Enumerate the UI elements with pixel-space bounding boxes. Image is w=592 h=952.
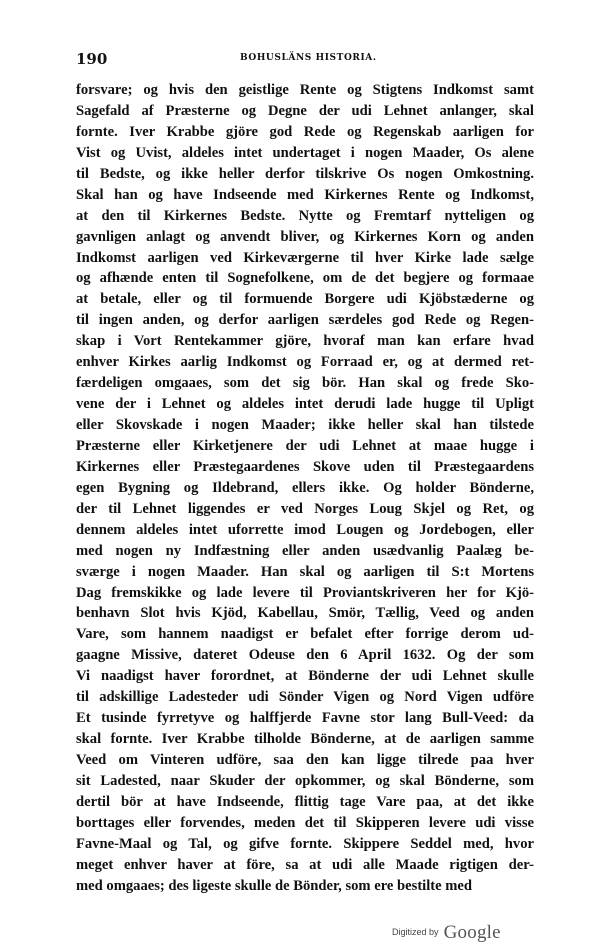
text-line: borttages eller forvendes, meden det til Skipperen levere udi visse bbox=[76, 814, 534, 831]
text-line: Dag fremskikke og lade levere til Proviantskriveren her for Kjö- bbox=[76, 584, 534, 601]
text-line: eller Skovskade i nogen Maader; ikke heller skal han tilstede bbox=[76, 417, 534, 433]
text-line: til adskillige Ladesteder udi Sönder Vigen og Nord Vigen udföre bbox=[76, 689, 534, 706]
text-line: færdeligen omgaaes, som det sig bör. Han skal og frede Sko- bbox=[76, 375, 534, 392]
text-line: med nogen ny Indfæstning eller anden usædvanlig Paalæg be- bbox=[76, 542, 534, 559]
text-line: Skal han og have Indseende med Kirkernes Rente og Indkomst, bbox=[76, 186, 534, 203]
digitized-by-google-watermark bbox=[392, 922, 501, 946]
text-line: og afhænde enten til Sognefolkene, om de det begjere og formaae bbox=[76, 270, 534, 287]
text-line: Veed om Vinteren udföre, saa den kan ligge tilrede paa hver bbox=[76, 752, 534, 768]
text-line: sværge i nogen Maader. Han skal og aarligen til S:t Mortens bbox=[76, 563, 534, 580]
text-line: meget enhver haver at före, sa at udi alle Maade rigtigen der- bbox=[76, 856, 534, 873]
text-line: Kirkernes eller Præstegaardenes Skove uden til Præstegaardens bbox=[76, 458, 534, 475]
text-line: der til Lehnet liggendes er ved Norges Loug Skjel og Ret, og bbox=[76, 500, 534, 517]
text-line: enhver Kirkes aarlig Indkomst og Forraad er, og at dermed ret- bbox=[76, 354, 534, 371]
text-line: dennem aldeles intet uforrette imod Lougen og Jordebogen, eller bbox=[76, 521, 534, 538]
text-line: skal fornte. Iver Krabbe tilholde Bönderne, at de aarligen samme bbox=[76, 731, 534, 748]
text-line: at betale, eller og til formuende Borgere udi Kjöbstæderne og bbox=[76, 291, 534, 308]
text-line: gavnligen anlagt og anvendt bliver, og Kirkernes Korn og anden bbox=[76, 228, 534, 245]
google-logo: Google bbox=[443, 922, 501, 943]
text-line: Et tusinde fyrretyve og halffjerde Favne stor lang Bull-Veed: da bbox=[76, 710, 534, 727]
text-line: til ingen anden, og derfor aarligen særdeles god Rede og Regen- bbox=[76, 312, 534, 329]
text-line: Vi naadigst haver forordnet, at Bönderne der udi Lehnet skulle bbox=[76, 668, 534, 685]
running-title: BOHUSLÄNS HISTORIA. bbox=[240, 53, 377, 63]
text-line: egen Bygning og Ildebrand, ellers ikke. Og holder Bönderne, bbox=[76, 479, 534, 496]
text-line: sit Ladested, naar Skuder der opkommer, og skal Bönderne, som bbox=[76, 772, 534, 789]
watermark-prefix: Digitized by bbox=[392, 927, 439, 937]
text-line: Favne-Maal og Tal, og gifve fornte. Skippere Seddel med, hvor bbox=[76, 835, 534, 852]
text-line: dertil bör at have Indseende, flittig tage Vare paa, at det ikke bbox=[76, 793, 534, 810]
text-line: benhavn Slot hvis Kjöd, Kabellau, Smör, Tællig, Veed og anden bbox=[76, 605, 534, 622]
text-line: Præsterne eller Kirketjenere der udi Lehnet at maae hugge i bbox=[76, 437, 534, 454]
text-line: vene der i Lehnet og aldeles intet derudi lade hugge til Upligt bbox=[76, 396, 534, 413]
text-line: Vare, som hannem naadigst er befalet efter forrige derom ud- bbox=[76, 626, 534, 643]
text-line: forsvare; og hvis den geistlige Rente og Stigtens Indkomst samt bbox=[76, 82, 534, 98]
text-line: fornte. Iver Krabbe gjöre god Rede og Regenskab aarligen for bbox=[76, 123, 534, 140]
text-line: Indkomst aarligen ved Kirkeværgerne til hver Kirke lade sælge bbox=[76, 249, 534, 266]
text-line: skap i Vort Rentekammer gjöre, hvoraf man kan erfare hvad bbox=[76, 333, 534, 350]
text-line: til Bedste, og ikke heller derfor tilskrive Os nogen Omkostning. bbox=[76, 165, 534, 182]
page-number: 190 bbox=[76, 50, 108, 68]
text-line: med omgaaes; des ligeste skulle de Bönder, som ere bestilte med bbox=[76, 877, 473, 894]
body-text bbox=[76, 80, 534, 897]
text-line: gaagne Missive, dateret Odeuse den 6 April 1632. Og der som bbox=[76, 647, 534, 664]
text-line: Vist og Uvist, aldeles intet undertaget i nogen Maader, Os alene bbox=[76, 144, 534, 161]
text-line: Sagefald af Præsterne og Degne der udi Lehnet anlanger, skal bbox=[76, 102, 534, 119]
text-line: at den til Kirkernes Bedste. Nytte og Fremtarf nytteligen og bbox=[76, 207, 534, 224]
